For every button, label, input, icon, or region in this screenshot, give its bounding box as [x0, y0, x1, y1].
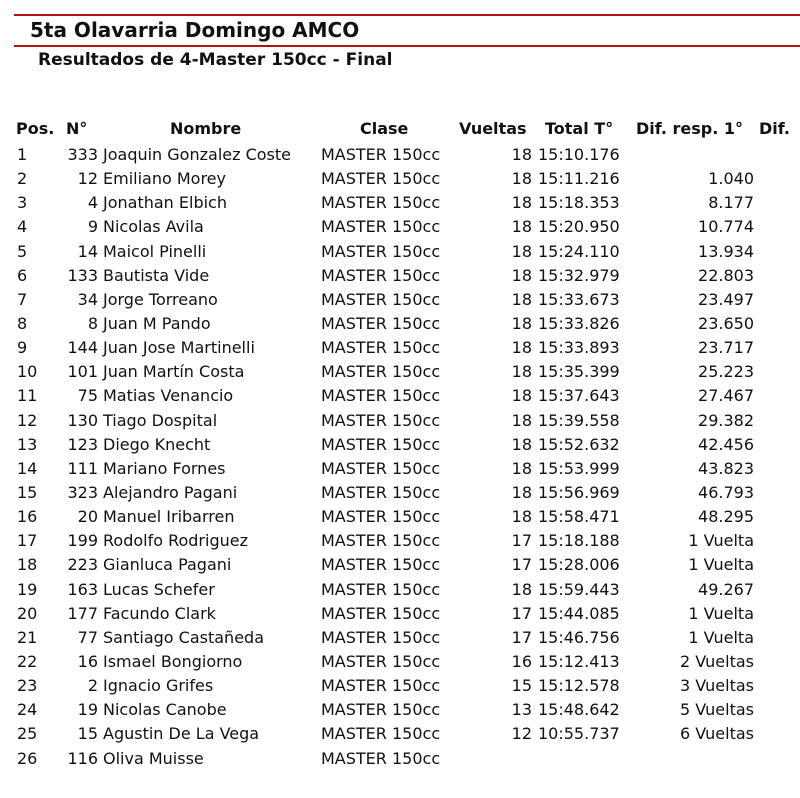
cell-number: 8: [87, 313, 98, 333]
cell-name: Oliva Muisse: [103, 748, 204, 768]
cell-laps: 18: [511, 145, 532, 164]
cell-total-time: 15:33.893: [538, 338, 620, 358]
cell-name: Diego Knecht: [103, 434, 211, 454]
cell-class: MASTER 150cc: [321, 386, 441, 406]
cell-diff: 25.223: [698, 362, 754, 382]
cell-class: MASTER 150cc: [321, 217, 441, 237]
cell-name: Jorge Torreano: [103, 289, 218, 309]
cell-laps: 18: [511, 579, 532, 599]
cell-number: 144: [67, 338, 98, 358]
cell-name: Juan Jose Martinelli: [103, 338, 255, 358]
cell-number: 163: [67, 579, 98, 599]
cell-name: Manuel Iribarren: [103, 507, 235, 527]
cell-diff: 22.803: [698, 265, 754, 285]
cell-total-time: 15:56.969: [538, 482, 620, 502]
table-row: [0, 313, 800, 337]
table-row: [0, 699, 800, 723]
cell-laps: 18: [511, 507, 532, 527]
cell-diff: 49.267: [698, 579, 754, 599]
cell-diff: 48.295: [698, 507, 754, 527]
cell-diff: 8.177: [708, 193, 754, 213]
cell-laps: 18: [511, 313, 532, 333]
cell-total-time: 15:24.110: [538, 241, 620, 261]
cell-laps: 18: [511, 338, 532, 358]
cell-total-time: 15:18.188: [538, 531, 620, 551]
cell-name: Maicol Pinelli: [103, 241, 207, 261]
title-bottom-rule: [14, 45, 800, 47]
cell-class: MASTER 150cc: [321, 362, 441, 382]
cell-laps: 18: [511, 410, 532, 430]
cell-class: MASTER 150cc: [321, 724, 441, 744]
cell-laps: 18: [511, 193, 532, 213]
column-header-total: Total T°: [545, 119, 614, 138]
cell-laps: 12: [511, 724, 532, 744]
page-subtitle: Resultados de 4-Master 150cc - Final: [38, 50, 393, 70]
table-row: [0, 748, 800, 772]
cell-diff: 13.934: [698, 241, 754, 261]
cell-number: 177: [67, 603, 98, 623]
cell-diff: 27.467: [698, 386, 754, 406]
table-row: [0, 675, 800, 699]
cell-total-time: 15:37.643: [538, 386, 620, 406]
cell-position: 22: [17, 651, 38, 671]
cell-position: 3: [17, 193, 28, 213]
table-row: [0, 434, 800, 458]
table-row: [0, 579, 800, 603]
cell-position: 5: [17, 241, 28, 261]
table-row: [0, 144, 800, 168]
cell-laps: 17: [511, 555, 532, 575]
table-row: [0, 627, 800, 651]
cell-class: MASTER 150cc: [321, 410, 441, 430]
cell-class: MASTER 150cc: [321, 603, 441, 623]
cell-position: 14: [17, 458, 38, 478]
cell-diff: 23.497: [698, 289, 754, 309]
cell-position: 16: [17, 507, 38, 527]
cell-class: MASTER 150cc: [321, 193, 441, 213]
cell-position: 4: [17, 217, 28, 237]
cell-class: MASTER 150cc: [321, 338, 441, 358]
cell-total-time: 15:33.673: [538, 289, 620, 309]
cell-position: 10: [17, 362, 38, 382]
cell-number: 133: [67, 265, 98, 285]
cell-position: 11: [17, 386, 38, 406]
table-row: [0, 289, 800, 313]
cell-total-time: 15:44.085: [538, 603, 620, 623]
cell-class: MASTER 150cc: [321, 748, 441, 768]
cell-diff: 5 Vueltas: [680, 700, 754, 720]
cell-position: 23: [17, 676, 38, 696]
cell-diff: 43.823: [698, 458, 754, 478]
cell-diff: 29.382: [698, 410, 754, 430]
cell-total-time: 15:10.176: [538, 145, 620, 164]
cell-class: MASTER 150cc: [321, 458, 441, 478]
cell-number: 130: [67, 410, 98, 430]
cell-position: 9: [17, 338, 28, 358]
cell-position: 19: [17, 579, 38, 599]
cell-position: 18: [17, 555, 38, 575]
cell-number: 123: [67, 434, 98, 454]
table-row: [0, 192, 800, 216]
column-header-class: Clase: [360, 119, 409, 138]
column-header-name: Nombre: [170, 119, 242, 138]
cell-class: MASTER 150cc: [321, 265, 441, 285]
cell-position: 26: [17, 748, 38, 768]
cell-class: MASTER 150cc: [321, 434, 441, 454]
page-title: 5ta Olavarria Domingo AMCO: [30, 18, 360, 42]
cell-class: MASTER 150cc: [321, 507, 441, 527]
cell-number: 14: [77, 241, 98, 261]
cell-class: MASTER 150cc: [321, 700, 441, 720]
cell-name: Ignacio Grifes: [103, 676, 214, 696]
cell-number: 333: [67, 145, 98, 164]
cell-position: 6: [17, 265, 28, 285]
cell-name: Nicolas Canobe: [103, 700, 227, 720]
cell-laps: 17: [511, 627, 532, 647]
cell-total-time: 15:32.979: [538, 265, 620, 285]
cell-diff: 2 Vueltas: [680, 651, 754, 671]
cell-number: 223: [67, 555, 98, 575]
cell-laps: 18: [511, 386, 532, 406]
cell-class: MASTER 150cc: [321, 169, 441, 189]
cell-position: 12: [17, 410, 38, 430]
cell-name: Lucas Schefer: [103, 579, 215, 599]
cell-total-time: 15:20.950: [538, 217, 620, 237]
cell-position: 25: [17, 724, 38, 744]
cell-class: MASTER 150cc: [321, 241, 441, 261]
cell-name: Agustin De La Vega: [103, 724, 260, 744]
cell-total-time: 15:33.826: [538, 313, 620, 333]
cell-position: 13: [17, 434, 38, 454]
cell-position: 21: [17, 627, 38, 647]
cell-number: 77: [77, 627, 98, 647]
cell-class: MASTER 150cc: [321, 579, 441, 599]
cell-diff: 23.717: [698, 338, 754, 358]
table-row: [0, 168, 800, 192]
cell-number: 15: [77, 724, 98, 744]
table-row: [0, 482, 800, 506]
cell-laps: 18: [511, 434, 532, 454]
cell-number: 20: [77, 507, 98, 527]
cell-total-time: 15:28.006: [538, 555, 620, 575]
results-table-body: [0, 144, 800, 772]
cell-class: MASTER 150cc: [321, 145, 441, 164]
cell-class: MASTER 150cc: [321, 482, 441, 502]
cell-number: 4: [87, 193, 98, 213]
cell-name: Juan Martín Costa: [103, 362, 245, 382]
table-row: [0, 554, 800, 578]
cell-name: Rodolfo Rodriguez: [103, 531, 248, 551]
cell-position: 2: [17, 169, 28, 189]
cell-number: 323: [67, 482, 98, 502]
cell-position: 20: [17, 603, 38, 623]
cell-total-time: 15:58.471: [538, 507, 620, 527]
cell-number: 75: [77, 386, 98, 406]
results-table-header: [0, 118, 800, 140]
cell-total-time: 15:18.353: [538, 193, 620, 213]
cell-laps: 17: [511, 531, 532, 551]
cell-class: MASTER 150cc: [321, 531, 441, 551]
cell-total-time: 15:59.443: [538, 579, 620, 599]
cell-laps: 18: [511, 289, 532, 309]
column-header-laps: Vueltas: [459, 119, 527, 138]
cell-name: Bautista Vide: [103, 265, 210, 285]
cell-diff: 3 Vueltas: [680, 676, 754, 696]
column-header-diff-first: Dif. resp. 1°: [636, 119, 743, 138]
cell-name: Emiliano Morey: [103, 169, 226, 189]
cell-name: Juan M Pando: [103, 313, 211, 333]
table-row: [0, 458, 800, 482]
cell-laps: 18: [511, 458, 532, 478]
cell-diff: 1 Vuelta: [688, 531, 754, 551]
table-row: [0, 603, 800, 627]
table-row: [0, 410, 800, 434]
cell-class: MASTER 150cc: [321, 627, 441, 647]
cell-diff: 1 Vuelta: [688, 603, 754, 623]
cell-number: 111: [67, 458, 98, 478]
cell-diff: 42.456: [698, 434, 754, 454]
cell-number: 101: [67, 362, 98, 382]
cell-total-time: 15:39.558: [538, 410, 620, 430]
cell-name: Ismael Bongiorno: [103, 651, 243, 671]
cell-laps: 18: [511, 217, 532, 237]
cell-name: Jonathan Elbich: [103, 193, 227, 213]
cell-laps: 13: [511, 700, 532, 720]
table-row: [0, 723, 800, 747]
cell-class: MASTER 150cc: [321, 289, 441, 309]
cell-class: MASTER 150cc: [321, 555, 441, 575]
cell-number: 34: [77, 289, 98, 309]
cell-position: 1: [17, 145, 28, 164]
cell-laps: 18: [511, 362, 532, 382]
cell-number: 9: [87, 217, 98, 237]
cell-diff: 1 Vuelta: [688, 627, 754, 647]
table-row: [0, 530, 800, 554]
cell-name: Mariano Fornes: [103, 458, 226, 478]
cell-class: MASTER 150cc: [321, 651, 441, 671]
table-row: [0, 241, 800, 265]
cell-name: Gianluca Pagani: [103, 555, 232, 575]
column-header-number: N°: [66, 119, 88, 138]
table-row: [0, 265, 800, 289]
column-header-pos: Pos.: [16, 119, 55, 138]
cell-name: Alejandro Pagani: [103, 482, 238, 502]
cell-diff: 10.774: [698, 217, 754, 237]
cell-number: 19: [77, 700, 98, 720]
cell-total-time: 15:12.578: [538, 676, 620, 696]
cell-total-time: 15:35.399: [538, 362, 620, 382]
cell-total-time: 15:52.632: [538, 434, 620, 454]
cell-name: Matias Venancio: [103, 386, 234, 406]
cell-number: 199: [67, 531, 98, 551]
cell-total-time: 15:12.413: [538, 651, 620, 671]
cell-position: 15: [17, 482, 38, 502]
cell-laps: 18: [511, 482, 532, 502]
cell-number: 12: [77, 169, 98, 189]
cell-diff: 46.793: [698, 482, 754, 502]
cell-diff: 6 Vueltas: [680, 724, 754, 744]
cell-position: 17: [17, 531, 38, 551]
cell-laps: 18: [511, 241, 532, 261]
cell-class: MASTER 150cc: [321, 313, 441, 333]
table-row: [0, 651, 800, 675]
title-top-rule: [14, 14, 800, 16]
cell-position: 8: [17, 313, 28, 333]
cell-number: 116: [67, 748, 98, 768]
cell-name: Facundo Clark: [103, 603, 216, 623]
cell-total-time: 15:53.999: [538, 458, 620, 478]
table-row: [0, 506, 800, 530]
cell-position: 7: [17, 289, 28, 309]
cell-diff: 1.040: [708, 169, 754, 189]
cell-laps: 18: [511, 265, 532, 285]
cell-name: Nicolas Avila: [103, 217, 204, 237]
cell-total-time: 15:48.642: [538, 700, 620, 720]
table-row: [0, 337, 800, 361]
cell-laps: 18: [511, 169, 532, 189]
table-row: [0, 361, 800, 385]
cell-total-time: 15:46.756: [538, 627, 620, 647]
table-row: [0, 216, 800, 240]
cell-diff: 1 Vuelta: [688, 555, 754, 575]
cell-class: MASTER 150cc: [321, 676, 441, 696]
cell-laps: 15: [511, 676, 532, 696]
cell-name: Santiago Castañeda: [103, 627, 264, 647]
cell-total-time: 15:11.216: [538, 169, 620, 189]
cell-name: Joaquin Gonzalez Coste: [103, 145, 291, 164]
cell-name: Tiago Dospital: [103, 410, 218, 430]
table-row: [0, 385, 800, 409]
cell-diff: 23.650: [698, 313, 754, 333]
cell-laps: 17: [511, 603, 532, 623]
cell-number: 16: [77, 651, 98, 671]
cell-total-time: 10:55.737: [538, 724, 620, 744]
cell-position: 24: [17, 700, 38, 720]
column-header-diff: Dif.: [759, 119, 790, 138]
cell-number: 2: [87, 676, 98, 696]
cell-laps: 16: [511, 651, 532, 671]
